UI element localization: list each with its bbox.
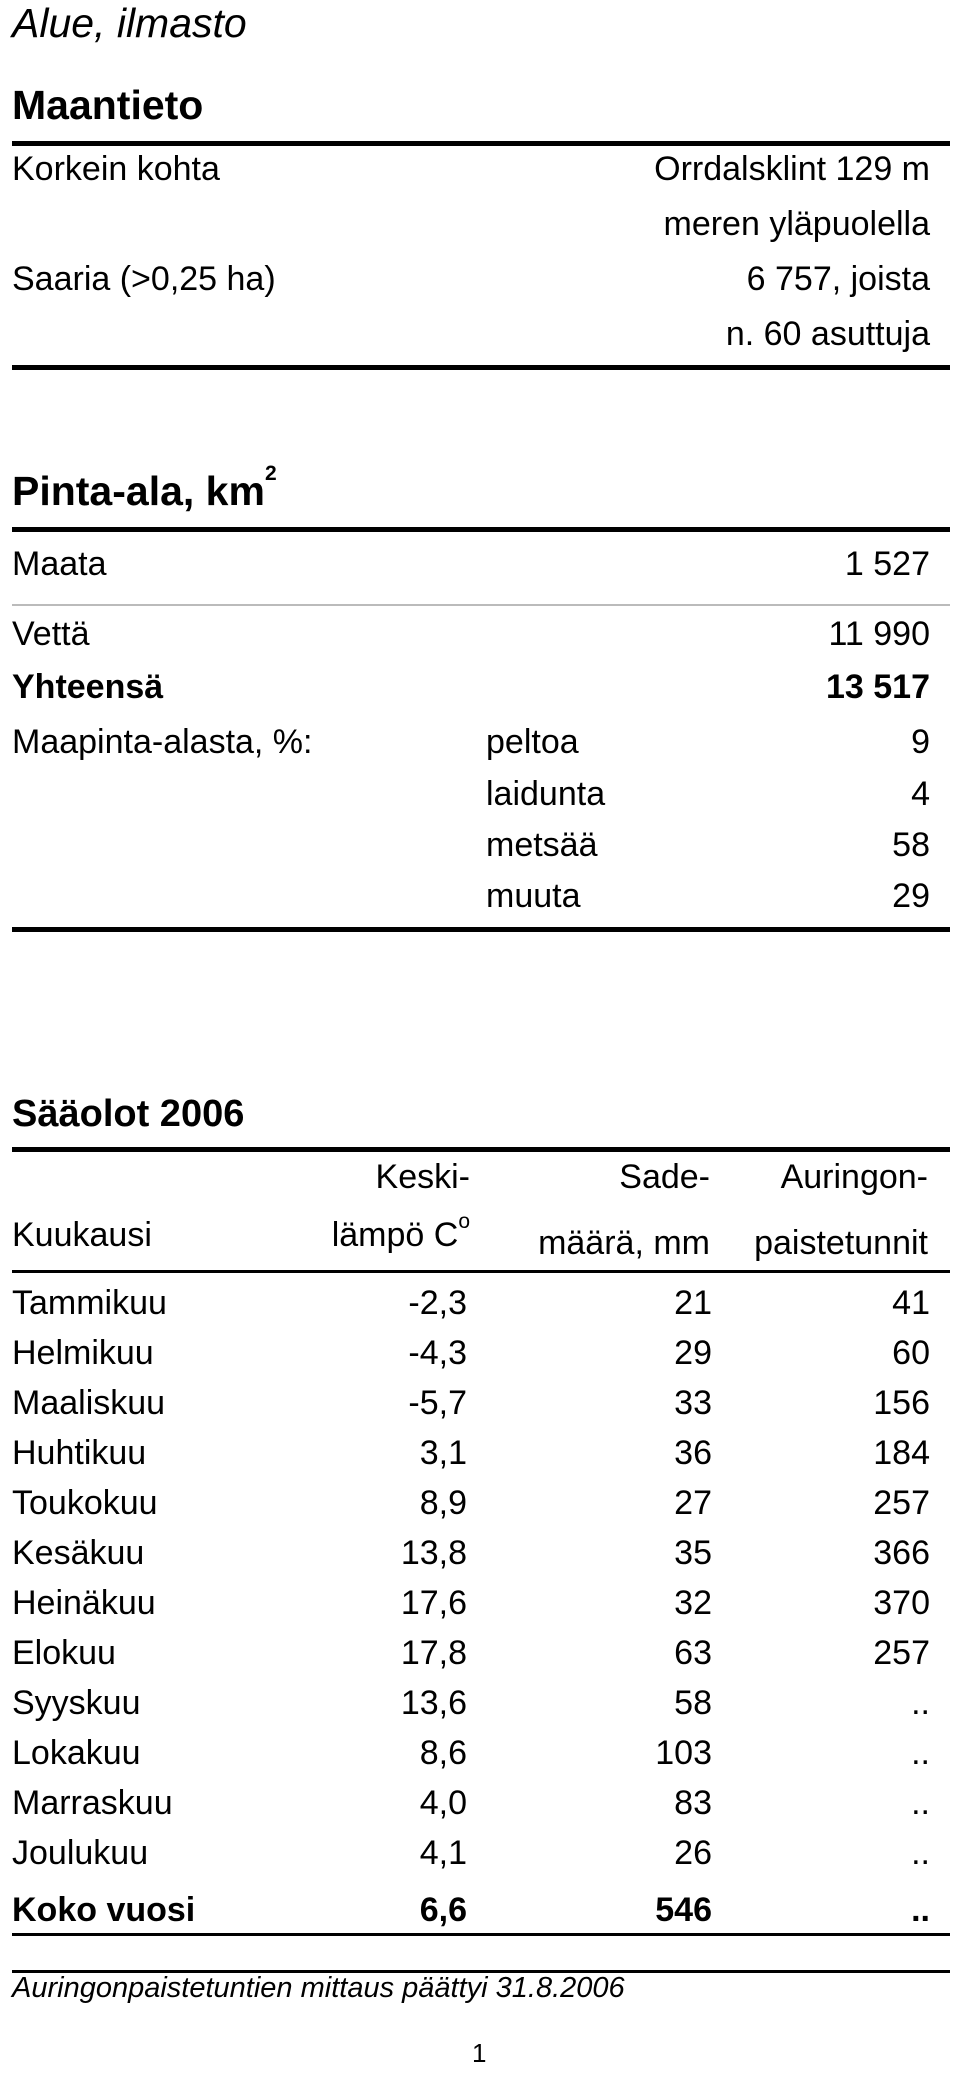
table-row [12, 1528, 930, 1578]
sun-cell: 184 [873, 1434, 930, 1472]
divider [12, 604, 950, 606]
temp-cell: -5,7 [408, 1384, 467, 1422]
page-number: 1 [472, 2038, 487, 2068]
table-row [12, 1428, 930, 1478]
sun-cell: .. [911, 1784, 930, 1822]
sun-cell: .. [911, 1684, 930, 1722]
sun-cell: 370 [873, 1584, 930, 1622]
month-cell: Huhtikuu [12, 1434, 147, 1472]
weather-col-sun-2: paistetunnit [754, 1224, 928, 1262]
page-title: Alue, ilmasto [12, 0, 247, 46]
temp-cell: 17,8 [400, 1634, 467, 1672]
temp-cell: -2,3 [408, 1284, 467, 1322]
divider [12, 141, 950, 146]
month-cell: Elokuu [12, 1634, 116, 1672]
rain-cell: 58 [674, 1684, 712, 1722]
geography-value-islands-2: n. 60 asuttuja [725, 315, 930, 353]
divider [12, 527, 950, 532]
month-cell: Heinäkuu [12, 1584, 156, 1622]
geography-value-highest-point-2: meren yläpuolella [663, 205, 930, 243]
weather-col-rain-1: Sade- [619, 1158, 710, 1196]
geography-label-highest-point: Korkein kohta [12, 150, 220, 188]
area-share-other-value: 29 [892, 877, 930, 915]
month-cell: Toukokuu [12, 1484, 158, 1522]
month-cell: Syyskuu [12, 1684, 141, 1722]
month-cell: Kesäkuu [12, 1534, 145, 1572]
month-cell: Joulukuu [12, 1834, 149, 1872]
area-share-field-label: peltoa [486, 723, 579, 761]
table-row [12, 1328, 930, 1378]
temp-cell: 13,8 [400, 1534, 467, 1572]
divider [12, 1933, 950, 1936]
table-row [12, 1678, 930, 1728]
area-share-pasture-label: laidunta [486, 775, 606, 813]
rain-cell: 546 [655, 1891, 712, 1929]
table-row [12, 1378, 930, 1428]
divider [12, 927, 950, 932]
rain-cell: 63 [674, 1634, 712, 1672]
table-row [12, 1578, 930, 1628]
rain-cell: 33 [674, 1384, 712, 1422]
weather-col-month: Kuukausi [12, 1216, 152, 1254]
sun-cell: 156 [873, 1384, 930, 1422]
rain-cell: 21 [674, 1284, 712, 1322]
area-share-forest-label: metsää [486, 826, 598, 864]
rain-cell: 29 [674, 1334, 712, 1372]
temp-cell: -4,3 [408, 1334, 467, 1372]
sun-cell: .. [911, 1891, 930, 1929]
sun-cell: 257 [873, 1484, 930, 1522]
table-row [12, 1628, 930, 1678]
temp-cell: 4,0 [419, 1784, 467, 1822]
temp-cell: 8,9 [419, 1484, 467, 1522]
sun-cell: .. [911, 1834, 930, 1872]
area-share-pasture-value: 4 [911, 775, 930, 813]
month-cell: Koko vuosi [12, 1891, 196, 1929]
sun-cell: .. [911, 1734, 930, 1772]
rain-cell: 103 [655, 1734, 712, 1772]
month-cell: Marraskuu [12, 1784, 173, 1822]
weather-table [12, 1278, 930, 1942]
footnote: Auringonpaistetuntien mittaus päättyi 31.8.2006 [12, 1972, 625, 2004]
divider [12, 365, 950, 370]
geography-label-islands: Saaria (>0,25 ha) [12, 260, 276, 298]
sun-cell: 257 [873, 1634, 930, 1672]
month-cell: Maaliskuu [12, 1384, 166, 1422]
weather-col-temp-2: lämpö $C^o$ [331, 1210, 470, 1254]
weather-col-rain-2: määrä, mm [538, 1224, 710, 1262]
weather-col-temp-1: Keski- [375, 1158, 470, 1196]
divider [12, 1270, 950, 1273]
temp-cell: 3,1 [419, 1434, 467, 1472]
table-row [12, 1778, 930, 1828]
temp-cell: 4,1 [419, 1834, 467, 1872]
temp-cell: 6,6 [419, 1891, 467, 1929]
area-total-value: 13 517 [826, 668, 930, 706]
weather-col-sun-1: Auringon- [780, 1158, 928, 1196]
month-cell: Helmikuu [12, 1334, 154, 1372]
rain-cell: 36 [674, 1434, 712, 1472]
rain-cell: 83 [674, 1784, 712, 1822]
area-share-other-label: muuta [486, 877, 581, 915]
area-land-label: Maata [12, 545, 107, 583]
table-row [12, 1828, 930, 1878]
area-share-label: Maapinta-alasta, %: [12, 723, 313, 761]
area-share-field-value: 9 [911, 723, 930, 761]
rain-cell: 35 [674, 1534, 712, 1572]
weather-heading: Sääolot 2006 [12, 1093, 245, 1135]
area-land-value: 1 527 [844, 545, 930, 583]
temp-cell: 8,6 [419, 1734, 467, 1772]
table-row [12, 1278, 930, 1328]
area-share-forest-value: 58 [892, 826, 930, 864]
month-cell: Tammikuu [12, 1284, 167, 1322]
area-water-value: 11 990 [828, 615, 930, 653]
rain-cell: 26 [674, 1834, 712, 1872]
sun-cell: 41 [892, 1284, 930, 1322]
sun-cell: 366 [873, 1534, 930, 1572]
area-heading: Pinta-ala, $km^2$ [12, 462, 277, 514]
table-row [12, 1728, 930, 1778]
area-water-label: Vettä [12, 615, 90, 653]
rain-cell: 32 [674, 1584, 712, 1622]
divider [12, 1147, 950, 1152]
sun-cell: 60 [892, 1334, 930, 1372]
temp-cell: 17,6 [400, 1584, 467, 1622]
geography-heading: Maantieto [12, 82, 204, 128]
geography-value-highest-point-1: Orrdalsklint 129 m [654, 150, 930, 188]
area-total-label: Yhteensä [12, 668, 164, 706]
month-cell: Lokakuu [12, 1734, 141, 1772]
table-row [12, 1478, 930, 1528]
geography-value-islands-1: 6 757, joista [746, 260, 930, 298]
temp-cell: 13,6 [400, 1684, 467, 1722]
rain-cell: 27 [674, 1484, 712, 1522]
